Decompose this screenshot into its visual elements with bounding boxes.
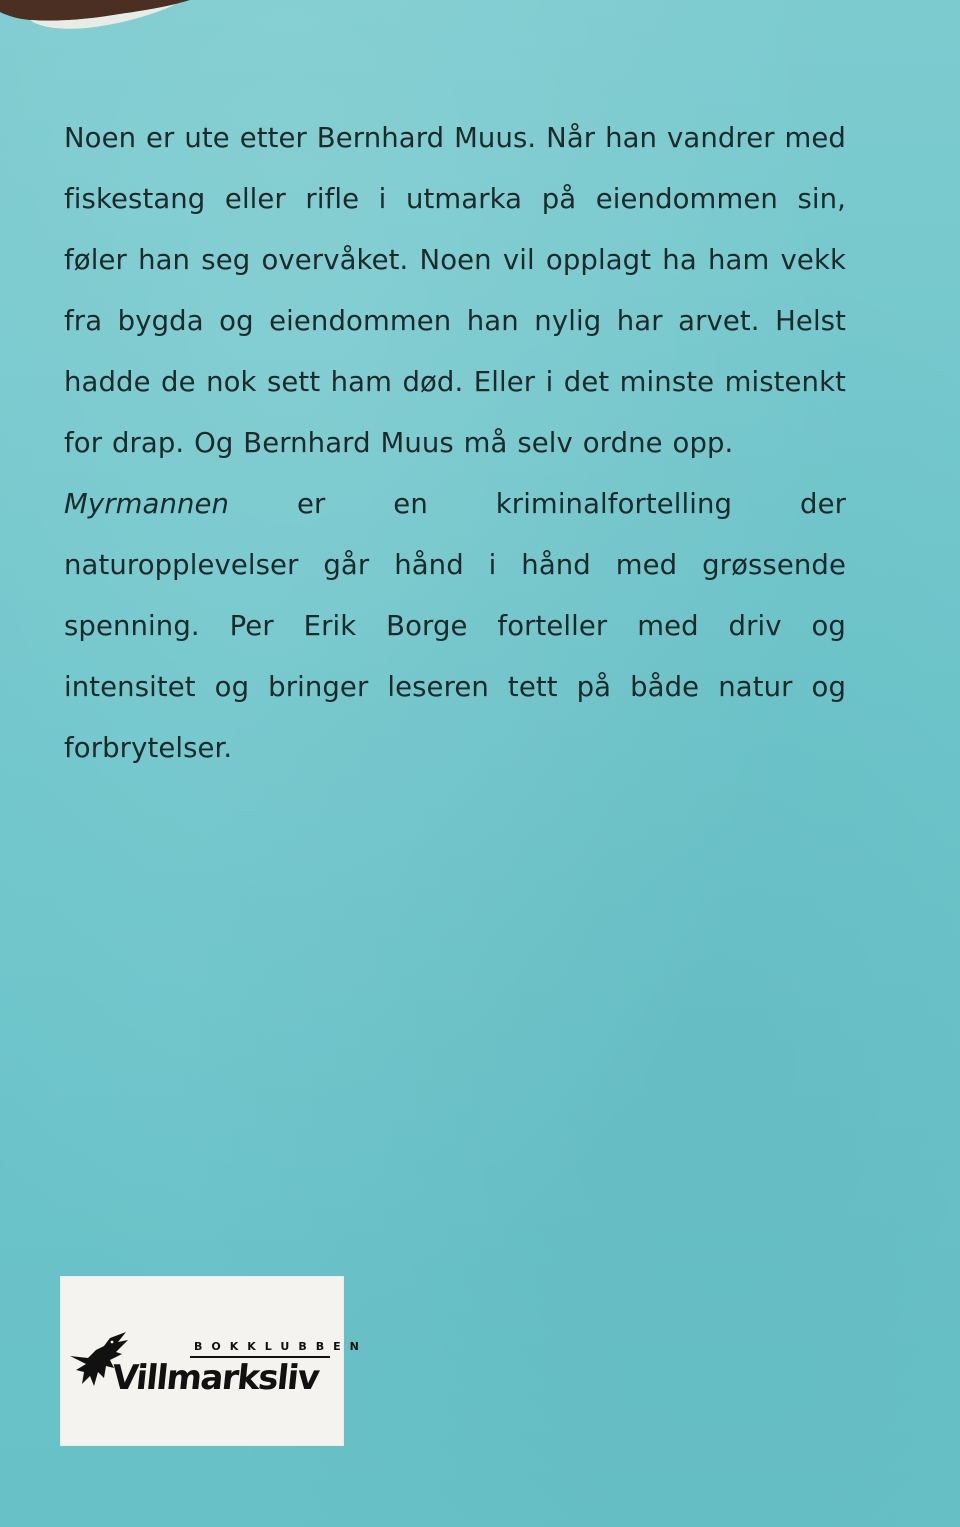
blurb-text <box>64 108 846 779</box>
logo-wordmark: Villmarksliv <box>109 1358 321 1398</box>
publisher-logo <box>60 1276 368 1446</box>
blurb-paragraph-1: Noen er ute etter Bernhard Muus. Når han vandrer med fiskestang eller rifle i utmarka på eiendommen sin, føler han seg overvåket. Noen vil opplagt ha ham vekk fra bygda og eiendommen han nylig har arvet. Helst hadde de nok sett ham død. Eller i det minste mistenkt for drap. Og Bernhard Muus må selv ordne opp. <box>64 122 846 459</box>
torn-corner-decoration <box>0 0 200 32</box>
book-title: Myrmannen <box>64 488 230 520</box>
logo-eyebrow: BOKKLUBBEN <box>194 1340 368 1353</box>
blurb-paragraph-2-text: er en kriminalfortelling der naturopplevelser går hånd i hånd med grøssende spenning. Per Erik Borge forteller med driv og intensitet og bringer leseren tett på både natur og forbrytelser. <box>64 488 846 764</box>
blurb-paragraph-2 <box>64 474 846 779</box>
